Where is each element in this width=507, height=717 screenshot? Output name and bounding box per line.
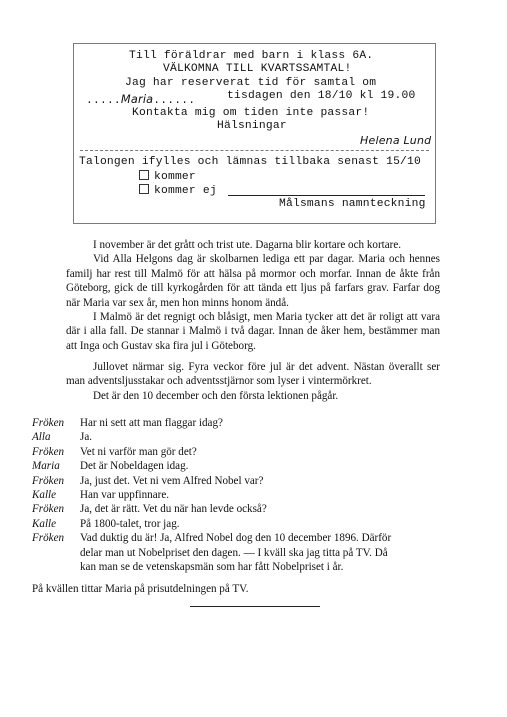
story-paragraph: I november är det grått och trist ute. Dagarna blir kortare och kortare. [93,239,402,251]
notice-line-3: Jag har reserverat tid för samtal om [125,77,377,89]
name-dots-right: ...... [153,95,196,107]
parent-notice [73,43,436,224]
speaker: Kalle [32,517,57,530]
notice-line-4: tisdagen den 18/10 kl 19.00 [227,90,416,102]
checkbox-attending[interactable] [139,170,149,180]
dialogue-line [32,430,432,444]
notice-line-5: Kontakta mig om tiden inte passar! [132,107,370,119]
teacher-signature: Helena Lund [360,134,432,147]
speaker: Fröken [32,417,65,429]
return-instruction: Talongen ifylles och lämnas tillbaka senast 15/10 [79,156,421,168]
name-dots-left: ..... [86,95,121,107]
dialogue-line [32,531,432,574]
notice-line-2: VÄLKOMNA TILL KVARTSSAMTAL! [163,63,352,75]
notice-line-1: Till föräldrar med barn i klass 6A. [129,50,374,62]
option-not-attending [139,184,217,198]
story-block-1 [66,238,440,353]
speaker: Kalle [32,489,57,502]
speaker: Alla [32,431,51,444]
utterance: Ja, just det. Vet ni vem Alfred Nobel var? [80,474,264,487]
utterance: Vet ni varför man gör det? [80,445,197,458]
story-paragraph: Det är den 10 december och den första lektionen pågår. [93,389,339,402]
utterance: Ja, det är rätt. Vet du när han levde också? [80,503,267,516]
closing-sentence: På kvällen tittar Maria på prisutdelningen på TV. [32,583,249,595]
option-not-attending-label: kommer ej [154,185,217,197]
notice-greeting: Hälsningar [217,120,287,132]
utterance: På 1800-talet, tror jag. [80,517,180,530]
story-paragraph: Vid Alla Helgons dag är skolbarnen lediga ett par dagar. Maria och hennes familj har rest till Malmö för att hälsa på mormor och morfar. Innan de åkte från Göteborg, gick de till kyrkogården för att tända ett ljus på farfars grav. Farfar dog när Maria var sex år, men hon minns honom ändå. [66,253,440,309]
dialogue [32,416,432,574]
utterance: Det är Nobeldagen idag. [80,460,189,473]
dialogue-line [32,502,432,516]
speaker: Fröken [32,532,65,545]
speaker: Fröken [32,474,65,487]
student-name: Maria [120,93,154,106]
story-block-2 [66,360,440,403]
utterance: Har ni sett att man flaggar idag? [80,417,223,429]
signature-label: Målsmans namnteckning [279,198,426,210]
utterance: Han var uppfinnare. [80,489,170,502]
option-attending-label: kommer [154,171,196,183]
dialogue-line [32,416,432,430]
dialogue-line [32,488,432,502]
speaker: Fröken [32,445,65,458]
speaker: Maria [32,460,60,473]
student-name-field [86,93,195,108]
dialogue-line [32,459,432,473]
option-attending [139,170,196,184]
signature-line[interactable] [228,195,425,196]
story-paragraph: Jullovet närmar sig. Fyra veckor före jul är det advent. Nästan överallt ser man adventsljusstakar och adventsstjärnor som lyser i vintermörkret. [66,361,440,388]
checkbox-not-attending[interactable] [139,184,149,194]
cut-line [80,150,429,151]
speaker: Fröken [32,503,65,516]
utterance: Vad duktig du är! Ja, Alfred Nobel dog den 10 december 1896. Därför delar man ut Nobelpriset den dagen. — I kväll ska jag titta på TV. Då kan man se de vetenskapsmän som har fått Nobelpriset i år. [80,532,392,574]
story-paragraph: I Malmö är det regnigt och blåsigt, men Maria tycker att det är roligt att vara där i alla fall. De stannar i Malmö i två dagar. Innan de åker hem, bestämmer man att Inga och Gustav ska fira jul i Göteborg. [66,311,440,352]
end-rule [190,606,320,607]
dialogue-line [32,517,432,531]
dialogue-line [32,474,432,488]
dialogue-line [32,445,432,459]
utterance: Ja. [80,431,93,444]
